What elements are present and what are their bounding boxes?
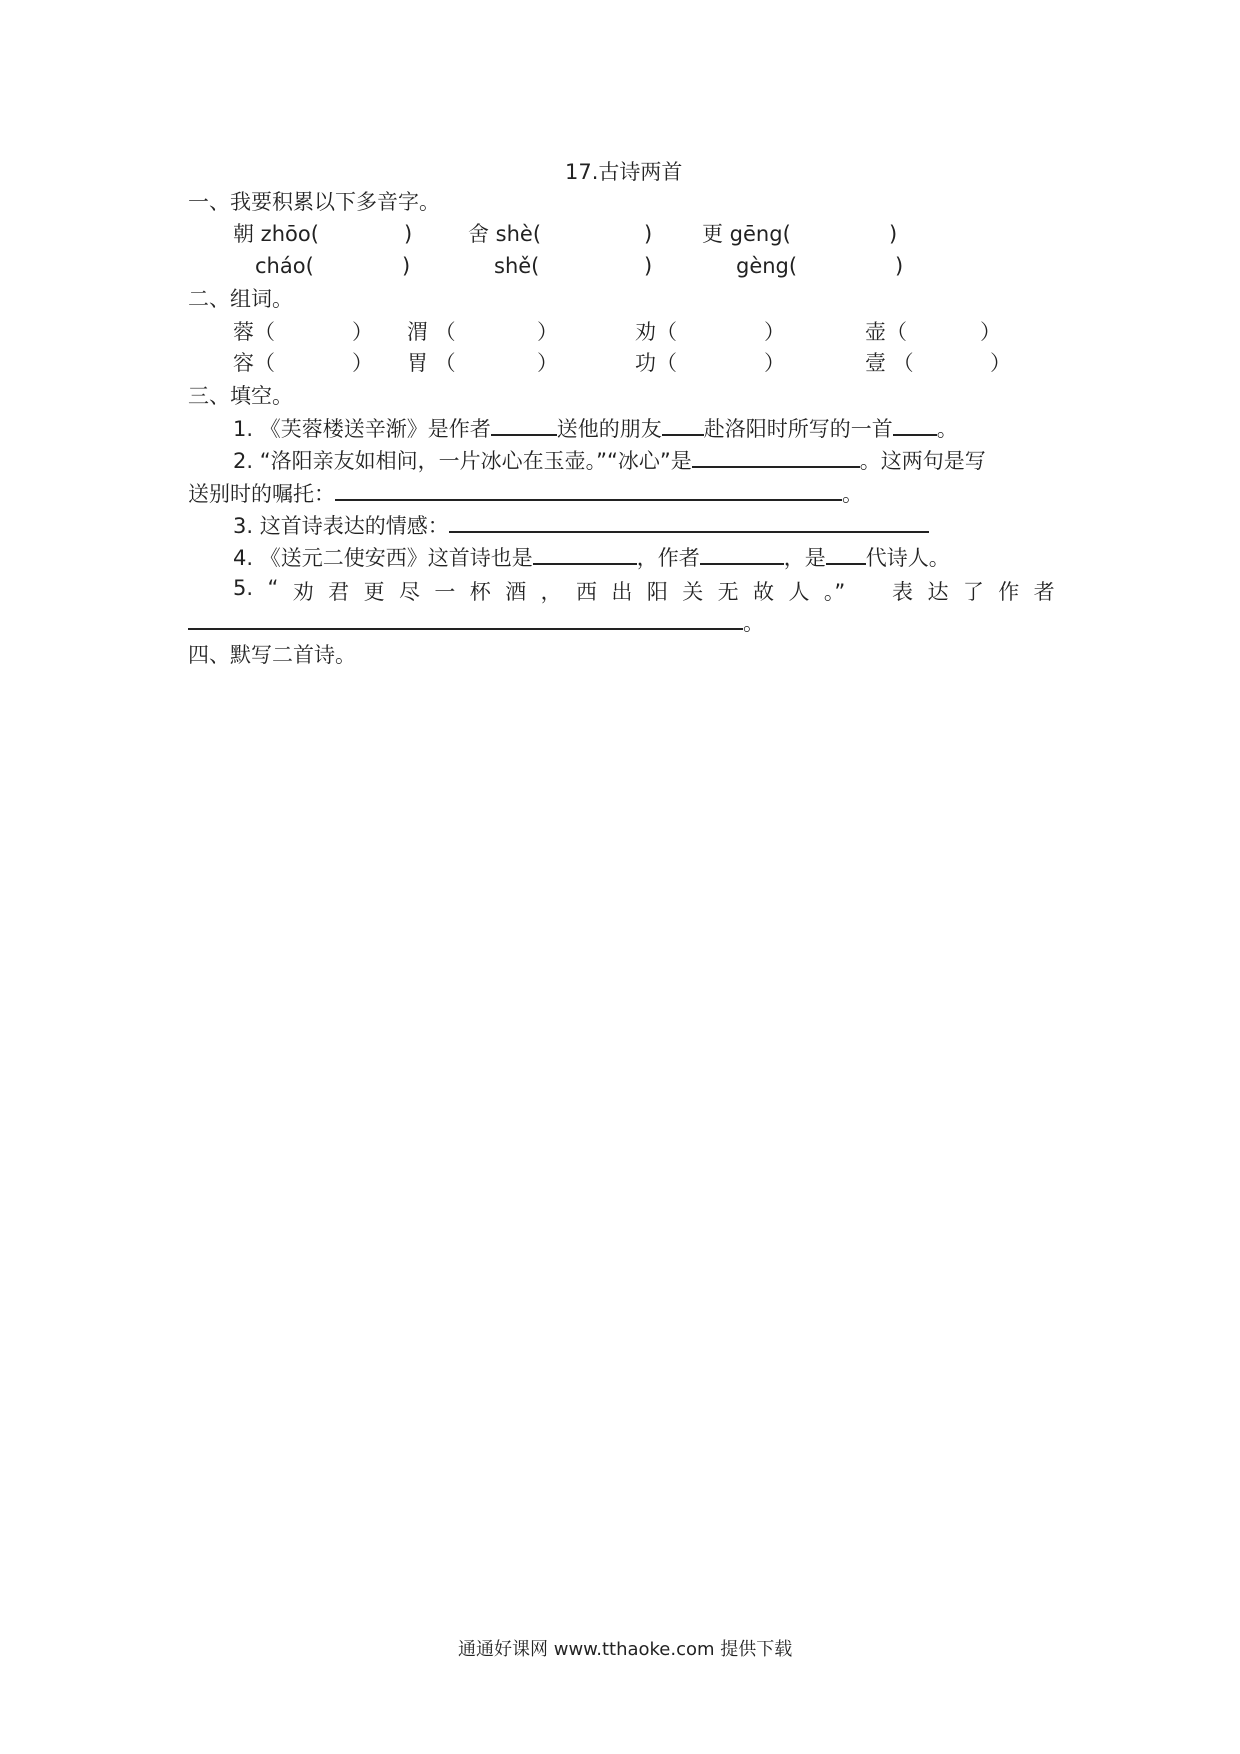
q5-char: 阳 [646, 580, 668, 604]
q1-text-b: 送他的朋友 [556, 417, 662, 441]
q1-blank-poem-type[interactable] [893, 414, 937, 436]
polyphone-close: ) [402, 254, 411, 278]
q5-char: 作 [998, 580, 1020, 604]
question-5-continued [188, 608, 764, 637]
q4-text-b: ，作者 [636, 546, 700, 570]
q5-char: 尽 [398, 580, 420, 604]
q5-char: ， [540, 580, 562, 604]
section4-heading: 四、默写二首诗。 [188, 643, 356, 667]
q1-text-d: 。 [936, 417, 958, 441]
word-item-close: ） [537, 320, 558, 344]
q5-char: 劝 [292, 580, 314, 604]
q2-blank-entrust[interactable] [335, 479, 842, 501]
page-title: 17.古诗两首 [565, 160, 683, 184]
q5-char: 。” [823, 580, 846, 604]
q5-char: 更 [363, 580, 385, 604]
question-3 [233, 511, 929, 540]
polyphone-close: ) [895, 254, 904, 278]
word-item-close: ） [352, 320, 373, 344]
q5-end: 。 [743, 611, 764, 635]
q5-blank-feeling[interactable] [188, 608, 743, 630]
q5-char: “ [267, 576, 279, 600]
q5-char: 酒 [505, 580, 527, 604]
q2-blank-meaning[interactable] [692, 446, 860, 468]
question-5 [233, 576, 1055, 606]
q1-blank-friend[interactable] [662, 414, 704, 436]
word-item: 胃 （ [407, 351, 456, 375]
word-item: 容（ [233, 351, 275, 375]
polyphone-close: ) [644, 254, 653, 278]
q3-blank-emotion[interactable] [449, 511, 929, 533]
q5-char: 故 [753, 580, 775, 604]
question-1 [233, 414, 958, 443]
word-item-close: ） [990, 351, 1011, 375]
q5-char: 表 [892, 580, 914, 604]
q5-char: 君 [328, 580, 350, 604]
q1-blank-author[interactable] [491, 414, 557, 436]
word-item: 渭 （ [407, 320, 456, 344]
q5-char: 5. [233, 576, 254, 600]
section3-heading: 三、填空。 [188, 384, 293, 408]
word-item-close: ） [980, 320, 1001, 344]
q4-text-d: 代诗人。 [865, 546, 950, 570]
q4-text-a: 4. 《送元二使安西》这首诗也是 [233, 546, 533, 570]
q2-text-c: 送别时的嘱托： [188, 482, 335, 506]
section1-heading: 一、我要积累以下多音字。 [188, 190, 440, 214]
section2-heading: 二、组词。 [188, 287, 293, 311]
q5-char: 者 [1033, 580, 1055, 604]
word-item: 劝（ [635, 320, 677, 344]
q1-text-a: 1. 《芙蓉楼送辛渐》是作者 [233, 417, 491, 441]
polyphone-close: ) [644, 222, 653, 246]
word-item-close: ） [764, 320, 785, 344]
q2-text-d: 。 [842, 482, 863, 506]
word-item: 蓉（ [233, 320, 275, 344]
polyphone-item: 舍 shè( [468, 222, 542, 246]
q5-char: 杯 [469, 580, 491, 604]
q5-char: 无 [717, 580, 739, 604]
q5-char: 西 [576, 580, 597, 604]
polyphone-close: ) [404, 222, 413, 246]
polyphone-item: cháo( [255, 254, 314, 278]
q5-char: 一 [434, 580, 456, 604]
q5-char: 关 [682, 580, 704, 604]
word-item-close: ） [764, 351, 785, 375]
polyphone-item: 更 gēng( [702, 222, 791, 246]
q5-char: 人 [788, 580, 810, 604]
q4-text-c: ，是 [783, 546, 826, 570]
word-item: 功（ [635, 351, 677, 375]
q1-text-c: 赴洛阳时所写的一首 [703, 417, 893, 441]
q2-text-a: 2. “洛阳亲友如相问，一片冰心在玉壶。”“冰心”是 [233, 449, 692, 473]
polyphone-item: shě( [494, 254, 540, 278]
question-4 [233, 543, 950, 572]
word-item: 壶（ [865, 320, 907, 344]
word-item-close: ） [352, 351, 373, 375]
q2-text-b: 。这两句是写 [859, 449, 986, 473]
q5-char: 了 [962, 580, 984, 604]
q4-blank-author[interactable] [700, 543, 784, 565]
q3-text-a: 3. 这首诗表达的情感： [233, 514, 449, 538]
question-2-continued [188, 479, 863, 508]
polyphone-close: ) [889, 222, 898, 246]
polyphone-item: gèng( [736, 254, 798, 278]
word-item: 壹 （ [865, 351, 914, 375]
q5-char: 出 [611, 580, 633, 604]
question-2 [233, 446, 986, 475]
word-item-close: ） [537, 351, 558, 375]
q4-blank-type[interactable] [533, 543, 637, 565]
q5-char: 达 [927, 580, 949, 604]
q4-blank-dynasty[interactable] [826, 543, 866, 565]
page-footer: 通通好课网 www.tthaoke.com 提供下载 [458, 1639, 793, 1660]
polyphone-item: 朝 zhōo( [233, 222, 319, 246]
